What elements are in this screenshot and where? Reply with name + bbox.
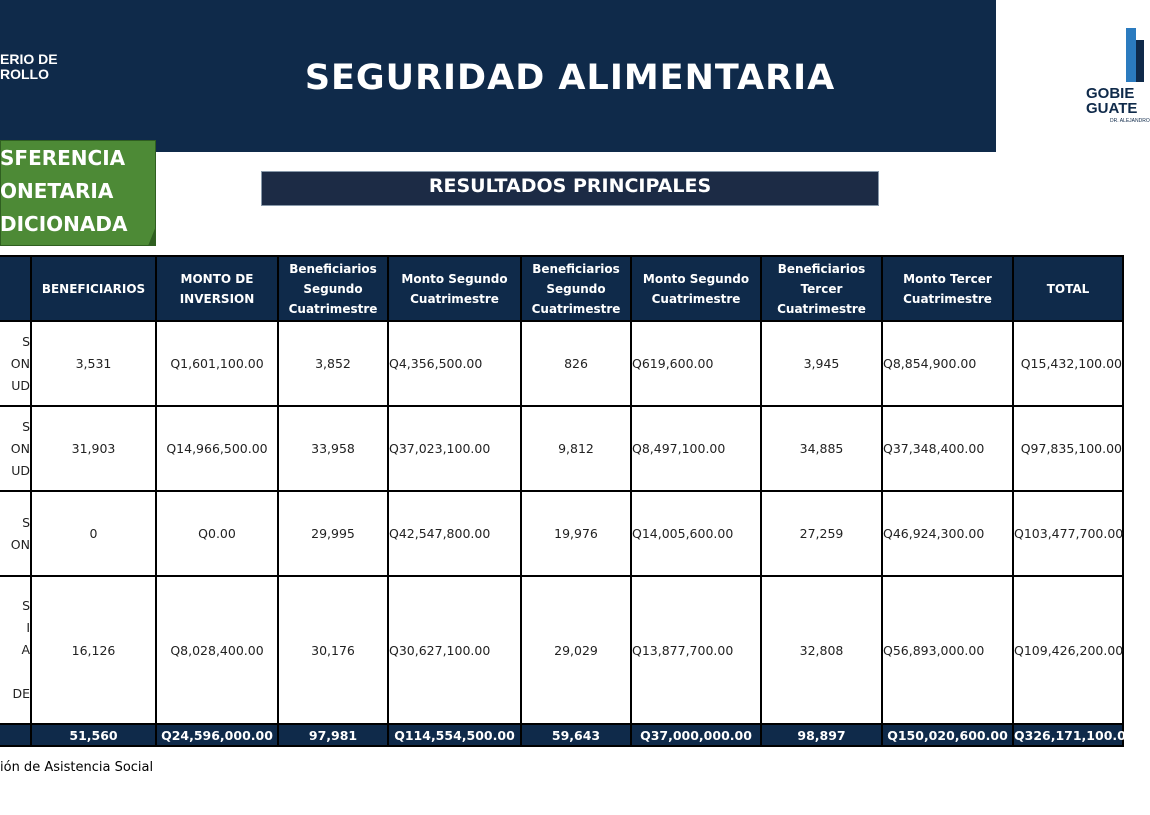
logo-bar-icon-dark (1136, 40, 1144, 82)
program-label-line-3: DICIONADA (0, 212, 128, 236)
table-cell: 826 (521, 321, 631, 406)
table-cell: Q14,966,500.00 (156, 406, 278, 491)
program-label-line-2: ONETARIA (0, 179, 114, 203)
table-cell: 29,029 (521, 576, 631, 724)
grand-total-cell: Q326,171,100.00 (1013, 724, 1123, 746)
table-cell: Q8,854,900.00 (882, 321, 1013, 406)
header-cell: Beneficiarios Segundo Cuatrimestre (278, 256, 388, 321)
table-cell: 19,976 (521, 491, 631, 576)
row-label: S ON UD (0, 321, 31, 406)
table-cell: Q42,547,800.00 (388, 491, 521, 576)
table-cell: 30,176 (278, 576, 388, 724)
program-label-line-1: SFERENCIA (0, 146, 126, 170)
government-logo-text: GOBIE GUATE (1086, 85, 1138, 117)
header-cell: Monto Segundo Cuatrimestre (388, 256, 521, 321)
program-label (0, 142, 127, 241)
table-row (0, 491, 1123, 576)
totals-cell: 98,897 (761, 724, 882, 746)
table-cell: 31,903 (31, 406, 156, 491)
page-title: SEGURIDAD ALIMENTARIA (304, 58, 836, 98)
header-cell: BENEFICIARIOS (31, 256, 156, 321)
totals-cell: Q150,020,600.00 (882, 724, 1013, 746)
table-cell: Q8,497,100.00 (631, 406, 761, 491)
row-total: Q15,432,100.00 (1013, 321, 1123, 406)
ministry-line-1: ERIO DE (0, 51, 58, 67)
table-cell: Q56,893,000.00 (882, 576, 1013, 724)
source-note: ión de Asistencia Social (0, 760, 154, 775)
table-cell: 32,808 (761, 576, 882, 724)
totals-row (0, 724, 1123, 746)
row-label: S I A DE (0, 576, 31, 724)
table-cell: Q14,005,600.00 (631, 491, 761, 576)
totals-cell: 51,560 (31, 724, 156, 746)
program-label-fold (148, 226, 156, 246)
table-cell: 3,852 (278, 321, 388, 406)
row-label: S ON (0, 491, 31, 576)
logo-bar-icon (1126, 28, 1136, 82)
table-cell: 0 (31, 491, 156, 576)
ministry-logo-text (0, 52, 58, 82)
header-cell: Beneficiarios Tercer Cuatrimestre (761, 256, 882, 321)
row-total: Q109,426,200.00 (1013, 576, 1123, 724)
totals-cell (0, 724, 31, 746)
table-cell: Q619,600.00 (631, 321, 761, 406)
table-cell: 3,945 (761, 321, 882, 406)
table-cell: Q4,356,500.00 (388, 321, 521, 406)
table-row (0, 576, 1123, 724)
government-logo (1080, 22, 1150, 124)
table-cell: Q30,627,100.00 (388, 576, 521, 724)
totals-cell: Q37,000,000.00 (631, 724, 761, 746)
table-cell: Q1,601,100.00 (156, 321, 278, 406)
table-cell: Q37,023,100.00 (388, 406, 521, 491)
totals-cell: 97,981 (278, 724, 388, 746)
section-subtitle: RESULTADOS PRINCIPALES (428, 175, 712, 197)
table-cell: Q46,924,300.00 (882, 491, 1013, 576)
government-logo-subtext: DR. ALEJANDRO (1110, 118, 1150, 124)
table-cell: Q13,877,700.00 (631, 576, 761, 724)
table-cell: 33,958 (278, 406, 388, 491)
table-cell: Q8,028,400.00 (156, 576, 278, 724)
header-cell (0, 256, 31, 321)
table-row (0, 321, 1123, 406)
row-total: Q103,477,700.00 (1013, 491, 1123, 576)
table-cell: 3,531 (31, 321, 156, 406)
totals-cell: 59,643 (521, 724, 631, 746)
row-label: S ON UD (0, 406, 31, 491)
totals-cell: Q24,596,000.00 (156, 724, 278, 746)
table-cell: 27,259 (761, 491, 882, 576)
header-cell: Monto Tercer Cuatrimestre (882, 256, 1013, 321)
row-total: Q97,835,100.00 (1013, 406, 1123, 491)
header-cell: Monto Segundo Cuatrimestre (631, 256, 761, 321)
table-cell: 16,126 (31, 576, 156, 724)
table-cell: Q0.00 (156, 491, 278, 576)
table-cell: 9,812 (521, 406, 631, 491)
header-cell: Beneficiarios Segundo Cuatrimestre (521, 256, 631, 321)
table-row (0, 406, 1123, 491)
header-cell: MONTO DE INVERSION (156, 256, 278, 321)
results-table (0, 255, 1135, 747)
table-cell: Q37,348,400.00 (882, 406, 1013, 491)
table-cell: 29,995 (278, 491, 388, 576)
totals-cell: Q114,554,500.00 (388, 724, 521, 746)
table-cell: 34,885 (761, 406, 882, 491)
header-cell: TOTAL (1013, 256, 1123, 321)
ministry-line-2: ROLLO (0, 66, 49, 82)
table-header-row (0, 256, 1123, 321)
